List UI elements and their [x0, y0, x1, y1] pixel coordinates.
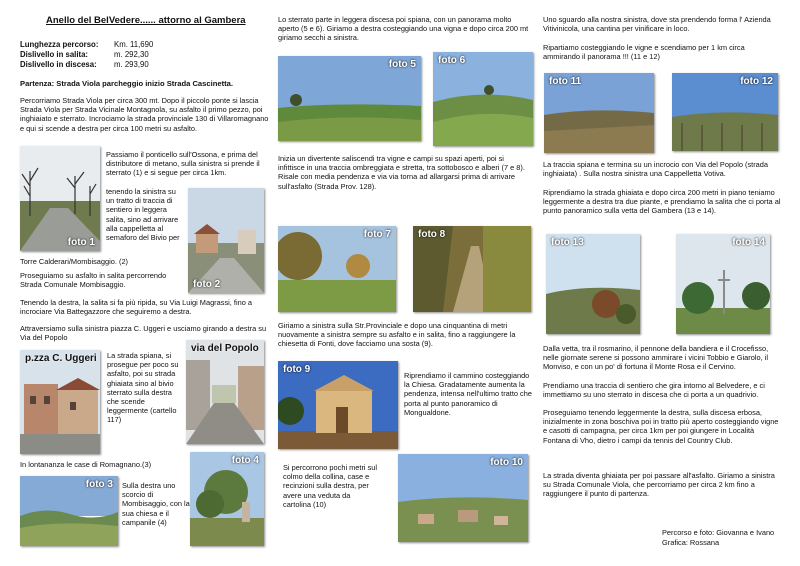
photo-piazza-uggeri-label: p.zza C. Uggeri — [25, 353, 97, 364]
col2-paragraph-1: Lo sterrato parte in leggera discesa poi spiana, con un panorama molto aperto (5 e 6). Giriamo a destra costeggiando una vigna e dopo circa 200 mt giriamo secchi a sinistra. — [278, 15, 529, 43]
col3-paragraph-1: Uno sguardo alla nostra sinistra, dove sta prendendo forma l' Azienda Vitivinicola, una cantina per vinificare in loco. — [543, 15, 771, 34]
start-point: Partenza: Strada Viola parcheggio inizio Strada Cascinetta. — [20, 79, 233, 88]
col1-paragraph-4: Tenendo la destra, la salita si fa più ripida, su Via Luigi Magrassi, fino a incrociare Via Battegazzore che seguiremo a destra. — [20, 298, 252, 317]
col3-paragraph-5: Dalla vetta, tra il rosmarino, il pennone della bandiera e il Crocefisso, nelle giornate serene si possono ammirare i vicini Tobbio e Giarolo, il Monviso, e con un po' di fortuna il Monte Rosa e il Cervino. — [543, 344, 769, 372]
photo-8-label: foto 8 — [418, 229, 446, 240]
col3-paragraph-3: La traccia spiana e termina su un incrocio con Via del Popolo (strada inghiaiata) . Sulla nostra sinistra una Cappelletta Votiva. — [543, 160, 768, 179]
col1-paragraph-8: Sulla destra uno scorcio di Mombisaggio, con la sua chiesa e il campanile (4) — [122, 481, 190, 527]
col2-paragraph-3: Giriamo a sinistra sulla Str.Provinciale e dopo una cinquantina di metri nuovamente a sinistra sempre su asfalto e in salita, fino a raggiungere la chiesetta di Fonti, dove facciamo una sosta (9). — [278, 321, 516, 349]
photo-13-label: foto 13 — [551, 237, 584, 248]
col1-paragraph-2a: Passiamo il ponticello sull'Ossona, e prima del distributore di metano, sulla sinistra si prende il sterrato (1) e si segue per circa 1km. — [106, 150, 260, 178]
photo-1-label: foto 1 — [67, 237, 95, 248]
photo-5-label: foto 5 — [388, 59, 416, 70]
photo-14-label: foto 14 — [732, 237, 765, 248]
photo-6-image — [433, 52, 533, 146]
col2-paragraph-4: Riprendiamo il cammino costeggiando la Chiesa. Gradatamente aumenta la pendenza, intensa nell'ultimo tratto che porta al punto panoramico di Mongualdone. — [404, 371, 532, 417]
photo-6 — [433, 52, 533, 146]
photo-piazza-uggeri-image — [20, 350, 100, 454]
photo-2-label: foto 2 — [193, 279, 221, 290]
photo-7 — [278, 226, 396, 312]
photo-9-label: foto 9 — [283, 364, 311, 375]
photo-via-del-popolo-image — [186, 340, 264, 444]
photo-piazza-uggeri — [20, 350, 100, 454]
col1-paragraph-3: Proseguiamo su asfalto in salita percorrendo Strada Comunale Mombisaggio. — [20, 271, 167, 290]
col3-paragraph-7: Proseguiamo tenendo leggermente la destra, sulla discesa erbosa, inizialmente in zona boschiva poi in tratto più aperto costeggiando vigne e casotti di campagna, per circa 1km per poi giungere in Località Fontana di Vho, dietro i campi da tennis del Country Club. — [543, 408, 779, 445]
photo-4-image — [190, 452, 264, 546]
photo-13-image — [546, 234, 640, 334]
photo-4 — [190, 452, 264, 546]
photo-11 — [544, 73, 654, 153]
photo-3-label: foto 3 — [85, 479, 113, 490]
photo-via-del-popolo-label: via del Popolo — [191, 343, 259, 354]
col3-paragraph-6: Prendiamo una traccia di sentiero che gira intorno al Belvedere, e ci immettiamo su uno sterrato in discesa che ci porta a un quadrivio. — [543, 381, 765, 400]
stat-descent: Dislivello in discesa: m. 293,90 — [20, 60, 149, 69]
photo-12 — [672, 73, 778, 151]
photo-1 — [20, 146, 100, 251]
photo-6-label: foto 6 — [438, 55, 466, 66]
col2-paragraph-5: Si percorrono pochi metri sul colmo della collina, case e recinzioni sulla destra, per avere una veduta da cartolina (10) — [283, 463, 378, 509]
col1-paragraph-6: La strada spiana, si prosegue per poco su asfalto, poi su strada ghiaiata sino al bivio sterrato sulla destra che scende leggermente (cartello 117) — [107, 351, 179, 425]
stat-ascent: Dislivello in salita: m. 292,30 — [20, 50, 149, 59]
col1-paragraph-1: Percorriamo Strada Viola per circa 300 mt. Dopo il piccolo ponte si lascia Strada Viola per Strada Vicinale Montagnola, su asfalto il primo pezzo, poi inghiaiato e sterrato. Incrociamo la strada provinciale 130 di Villaromagnano e qui si scende a destra per circa 100 metri su asfalto. — [20, 96, 269, 133]
photo-9 — [278, 361, 398, 449]
col1-paragraph-7: In lontananza le case di Romagnano.(3) — [20, 460, 152, 469]
photo-4-label: foto 4 — [231, 455, 259, 466]
photo-14-image — [676, 234, 770, 334]
photo-8 — [413, 226, 531, 312]
photo-3 — [20, 476, 118, 546]
photo-10-label: foto 10 — [490, 457, 523, 468]
col1-paragraph-5: Attraversiamo sulla sinistra piazza C. Uggeri e usciamo girando a destra su Via del Popolo — [20, 324, 267, 343]
photo-2-image — [188, 188, 264, 293]
page-title: Anello del BelVedere...... attorno al Gambera — [46, 15, 246, 26]
photo-via-del-popolo — [186, 340, 264, 444]
col3-paragraph-4: Riprendiamo la strada ghiaiata e dopo circa 200 metri in piano teniamo leggermente a destra tra due piante, e prendiamo la salita che ci porta al punto panoramico sulla vetta del Gambera (13 e 14). — [543, 188, 781, 216]
photo-2 — [188, 188, 264, 293]
photo-11-label: foto 11 — [549, 76, 582, 87]
col3-paragraph-8: La strada diventa ghiaiata per poi passare all'asfalto. Giriamo a sinistra su Strada Comunale Viola, che percorriamo per circa 2 km fino a raggiungere il punto di partenza. — [543, 471, 775, 499]
photo-5 — [278, 56, 421, 141]
col1-paragraph-2c: Torre Calderari/Mombisaggio. (2) — [20, 257, 129, 266]
col3-paragraph-2: Ripartiamo costeggiando le vigne e scendiamo per 1 km circa ammirando il panorama !!! (11 e 12) — [543, 43, 745, 62]
photo-10 — [398, 454, 528, 542]
credits-graphics: Grafica: Rossana — [662, 538, 720, 547]
photo-13 — [546, 234, 640, 334]
credits-author: Percorso e foto: Giovanna e Ivano — [662, 528, 775, 537]
photo-1-image — [20, 146, 100, 251]
col2-paragraph-2: Inizia un divertente saliscendi tra vigne e campi su spazi aperti, poi si infittisce in una traccia ombreggiata e stretta, tra sottobosco e alberi (7 e 8). Risale con media pendenza e via via torna ad allargarsi prima di arrivare sull'asfalto (Strada Prov. 128). — [278, 154, 525, 191]
col1-paragraph-2b: tenendo la sinistra su un tratto di traccia di sentiero in leggera salita, sino ad arrivare alla cappelletta al semaforo del Bivio per — [106, 187, 180, 243]
stat-length: Lunghezza percorso: Km. 11,690 — [20, 40, 154, 49]
photo-12-label: foto 12 — [740, 76, 773, 87]
photo-14 — [676, 234, 770, 334]
photo-7-label: foto 7 — [363, 229, 391, 240]
